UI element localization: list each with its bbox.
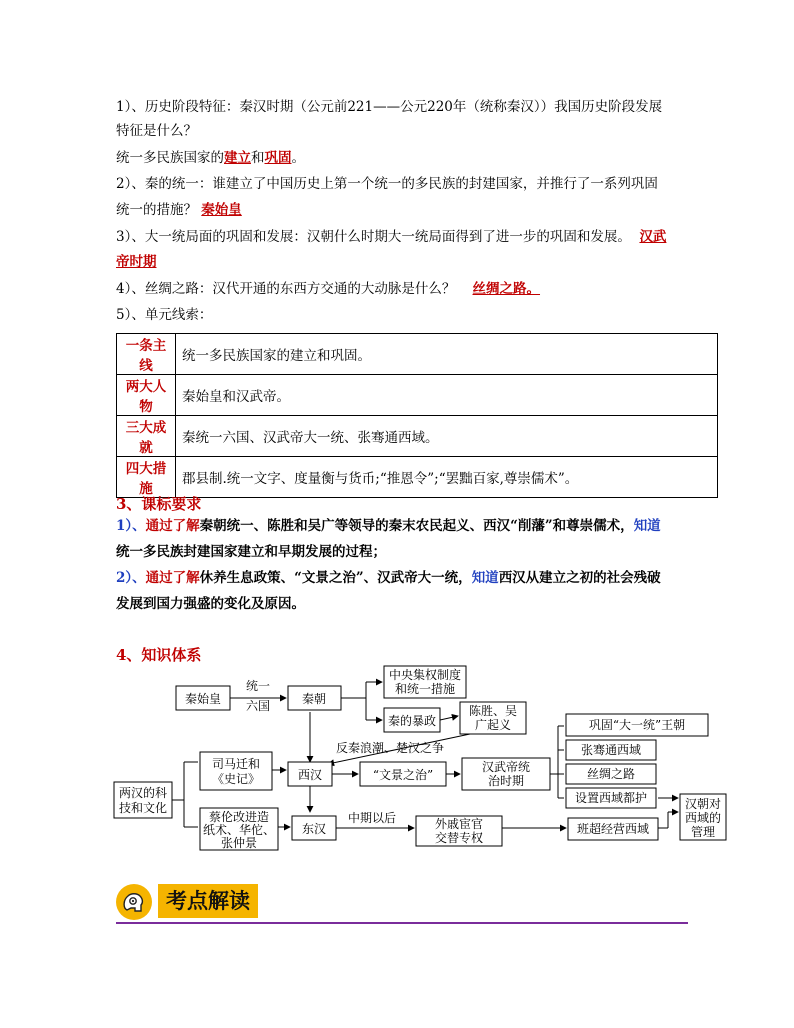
- node-cailun-2: 纸术、华佗、: [202, 823, 276, 837]
- q1-answer-b: 巩固: [264, 150, 292, 166]
- node-management-1: 汉朝对: [684, 797, 722, 811]
- section3-req1-line2: 统一多民族封建国家建立和早期发展的过程；: [116, 544, 386, 560]
- q2-line1: 2）、秦的统一：谁建立了中国历史上第一个统一的多民族的封建国家，并推行了一系列巩固: [116, 176, 658, 192]
- table-row: [117, 416, 718, 457]
- q1-line1: 1）、历史阶段特征：秦汉时期（公元前221——公元220年（统称秦汉））我国历史阶段发展: [116, 99, 663, 115]
- node-donghan: 东汉: [301, 822, 327, 836]
- node-culture-1: 两汉的科: [118, 786, 168, 800]
- req2-number: 2）、: [116, 570, 146, 586]
- node-tyranny: 秦的暴政: [387, 714, 437, 728]
- node-qinchao: 秦朝: [301, 692, 327, 706]
- q4-line1: [116, 279, 540, 299]
- node-wudi-1: 汉武帝统: [481, 760, 531, 774]
- edge-anti-qin: 反秦浪潮、楚汉之争: [335, 741, 445, 755]
- node-centralization-1: 中央集权制度: [388, 668, 462, 682]
- banner-underline: [116, 922, 688, 924]
- node-uprising-1: 陈胜、吴: [468, 704, 518, 718]
- section3-req2-line1: [116, 568, 661, 588]
- node-eunuchs-2: 交替专权: [434, 831, 484, 845]
- q1-line2: 特征是什么？: [116, 123, 197, 139]
- q3-line1: [116, 227, 666, 247]
- node-centralization-2: 和统一措施: [394, 682, 456, 696]
- req2-know: 知道: [471, 570, 499, 586]
- q4-question: 4）、丝绸之路：汉代开通的东西方交通的大动脉是什么？: [116, 281, 456, 297]
- req1-know: 知道: [633, 518, 661, 534]
- node-wudi-2: 治时期: [487, 774, 525, 788]
- q3-question: 3）、大一统局面的巩固和发展：汉朝什么时期大一统局面得到了进一步的巩固和发展。: [116, 229, 631, 245]
- node-simaqian-1: 司马迁和: [211, 757, 261, 771]
- req1-content: 秦朝统一、陈胜和吴广等领导的秦末农民起义、西汉“削藩”和尊崇儒术，: [199, 518, 634, 534]
- node-cailun-3: 张仲景: [220, 836, 258, 850]
- node-qinshihuang: 秦始皇: [184, 692, 222, 706]
- section3-title: 3、课标要求: [116, 495, 202, 513]
- req1-verb: 通过了解: [145, 518, 200, 534]
- node-cailun-1: 蔡伦改进造: [208, 810, 270, 824]
- knowledge-system-diagram: [110, 662, 730, 862]
- node-uprising-2: 广起义: [474, 718, 512, 732]
- brain-gear-icon: [116, 884, 152, 920]
- q1-answer: [116, 148, 305, 168]
- clue-key: 四大措施: [117, 457, 176, 498]
- node-wenjing: “文景之治”: [372, 768, 434, 782]
- clue-key: 三大成就: [117, 416, 176, 457]
- edge-tongyi: 统一: [245, 679, 271, 693]
- req1-number: 1）、: [116, 518, 146, 534]
- node-silkroad: 丝绸之路: [586, 767, 636, 781]
- q1-answer-a: 建立: [224, 150, 251, 166]
- node-protectorate: 设置西域都护: [574, 791, 648, 805]
- section3-req1-line1: [116, 516, 661, 536]
- node-simaqian-2: 《史记》: [211, 772, 261, 786]
- clue-key: 一条主线: [117, 334, 176, 375]
- q1-answer-prefix: 统一多民族国家的: [116, 150, 224, 166]
- q3-answer-a: 汉武: [639, 229, 667, 245]
- clue-key: 两大人物: [117, 375, 176, 416]
- table-row: [117, 334, 718, 375]
- section4-title: 4、知识体系: [116, 646, 202, 664]
- node-management-3: 管理: [690, 825, 716, 839]
- q1-answer-suffix: 。: [291, 150, 305, 166]
- q2-line2: [116, 200, 242, 220]
- q3-answer-b: 帝时期: [116, 254, 157, 270]
- node-zhangqian: 张骞通西域: [580, 743, 642, 757]
- node-consolidate: 巩固“大一统”王朝: [588, 718, 686, 732]
- q1-answer-and: 和: [251, 150, 265, 166]
- req2-content-b: 西汉从建立之初的社会残破: [498, 570, 661, 586]
- clue-value: 秦统一六国、汉武帝大一统、张骞通西域。: [176, 416, 718, 457]
- table-row: [117, 375, 718, 416]
- node-culture-2: 技和文化: [118, 801, 168, 815]
- node-eunuchs-1: 外戚宦官: [434, 817, 484, 831]
- unit-clues-table: [116, 333, 718, 498]
- clue-value: 郡县制.统一文字、度量衡与货币;“推恩令”;“罢黜百家,尊崇儒术”。: [176, 457, 718, 498]
- q2-answer: 秦始皇: [201, 202, 242, 218]
- q2-line2-text: 统一的措施？: [116, 202, 197, 218]
- req2-verb: 通过了解: [145, 570, 200, 586]
- section3-req2-line2: 发展到国力强盛的变化及原因。: [116, 596, 305, 612]
- edge-mid-period: 中期以后: [347, 811, 397, 825]
- q4-answer: 丝绸之路。: [472, 281, 541, 297]
- clue-value: 秦始皇和汉武帝。: [176, 375, 718, 416]
- node-management-2: 西域的: [684, 811, 722, 825]
- clue-value: 统一多民族国家的建立和巩固。: [176, 334, 718, 375]
- banner-title: 考点解读: [158, 884, 258, 918]
- q5-line1: 5）、单元线索：: [116, 307, 213, 323]
- q3-line2: [116, 252, 157, 272]
- node-xihan: 西汉: [297, 768, 323, 782]
- node-banchao: 班超经营西域: [576, 822, 650, 836]
- table-row: [117, 457, 718, 498]
- edge-liuguo: 六国: [245, 699, 271, 713]
- req2-content: 休养生息政策、“文景之治”、汉武帝大一统，: [199, 570, 472, 586]
